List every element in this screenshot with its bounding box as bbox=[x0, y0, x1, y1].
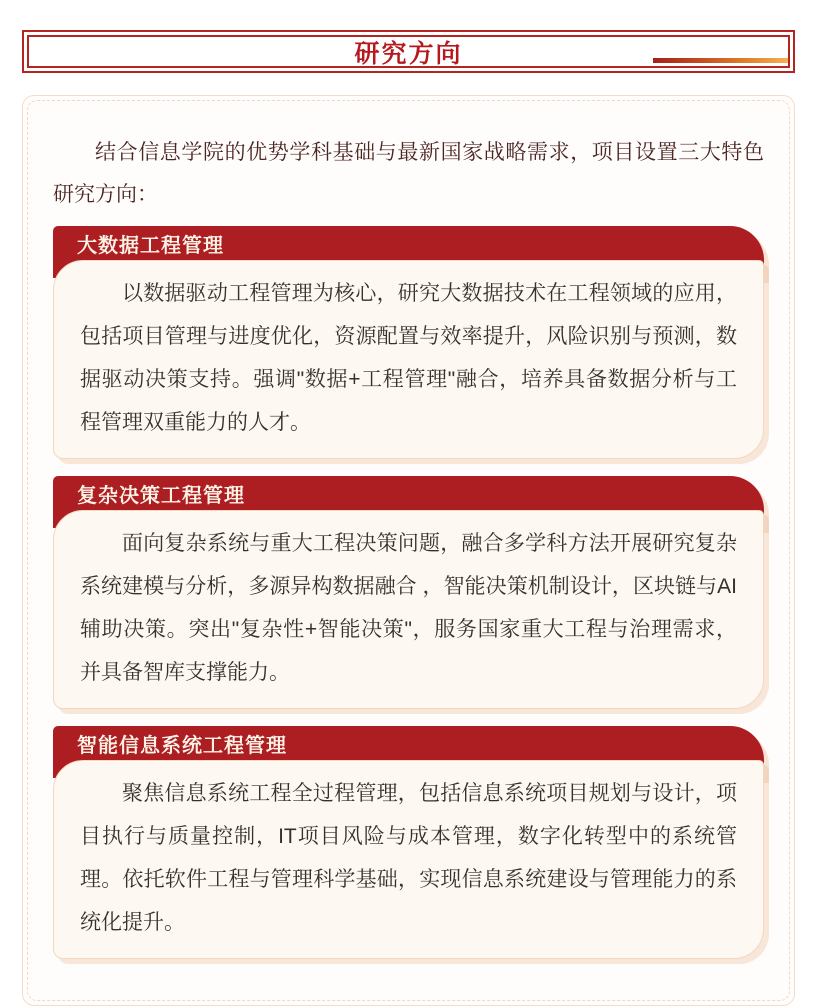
section-big-data bbox=[53, 226, 764, 459]
content-card bbox=[22, 95, 795, 1006]
section-title-banner-inner bbox=[27, 35, 790, 68]
section-body-text: 面向复杂系统与重大工程决策问题，融合多学科方法开展研究复杂系统建模与分析，多源异构数据融合 ，智能决策机制设计，区块链与AI辅助决策。突出"复杂性+智能决策"，服务国家重大工程与治理需求，并具备智库支撑能力。 bbox=[80, 532, 737, 684]
section-title: 智能信息系统工程管理 bbox=[77, 735, 287, 757]
section-body-box bbox=[53, 510, 764, 709]
section-body-box bbox=[53, 260, 764, 459]
section-intelligent-info-systems bbox=[53, 726, 764, 959]
section-title: 复杂决策工程管理 bbox=[77, 485, 245, 507]
section-body-text: 聚焦信息系统工程全过程管理，包括信息系统项目规划与设计，项目执行与质量控制，IT项目风险与成本管理，数字化转型中的系统管理。依托软件工程与管理科学基础，实现信息系统建设与管理能力的系统化提升。 bbox=[80, 782, 737, 934]
banner-accent-underline bbox=[653, 58, 788, 63]
section-body-box bbox=[53, 760, 764, 959]
section-title: 大数据工程管理 bbox=[77, 235, 224, 257]
section-body-text: 以数据驱动工程管理为核心，研究大数据技术在工程领域的应用，包括项目管理与进度优化，资源配置与效率提升，风险识别与预测，数据驱动决策支持。强调"数据+工程管理"融合，培养具备数据分析与工程管理双重能力的人才。 bbox=[80, 282, 737, 434]
section-complex-decision bbox=[53, 476, 764, 709]
section-title-banner bbox=[22, 30, 795, 73]
intro-paragraph: 结合信息学院的优势学科基础与最新国家战略需求，项目设置三大特色研究方向： bbox=[53, 141, 764, 206]
page-title: 研究方向 bbox=[354, 39, 463, 68]
